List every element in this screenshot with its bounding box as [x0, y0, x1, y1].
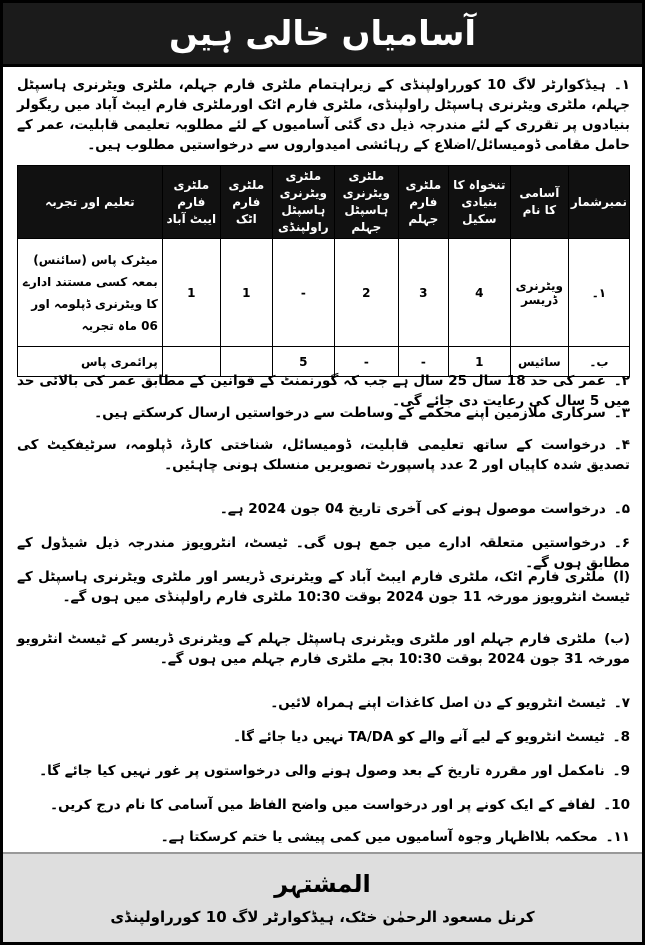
clause-text: سرکاری ملازمین اپنے محکمے کے وساطت سے درخواستیں ارسال کرسکتے ہیں۔ — [94, 405, 606, 421]
page-title: آسامیاں خالی ہیں — [168, 14, 477, 54]
header-mf-abbottabad: ملٹری فارم ایبٹ آباد — [162, 166, 220, 239]
clause-number: ۵۔ — [613, 501, 630, 517]
clause-text: عمر کی حد 18 سال 25 سال ہے جب کہ گورنمنٹ کے قوانین کے مطابق عمر کی بالائی حد میں 5 سال کی رعایت دی جائے گی۔ — [17, 373, 630, 409]
clause-9 — [17, 761, 630, 781]
clause-5 — [17, 499, 630, 519]
clause-text: نامکمل اور مقررہ تاریخ کے بعد وصول ہونے والی درخواستوں پر غور نہیں کیا جائے گا۔ — [39, 763, 605, 779]
clause-text: درخواست کے ساتھ تعلیمی قابلیت، ڈومیسائل، شناختی کارڈ، ڈپلومہ، سرٹیفکیٹ کی تصدیق شدہ کاپیاں اور 2 عدد پاسپورٹ تصویریں منسلک ہونی چاہئیں۔ — [17, 437, 630, 473]
header-post: آسامی کا نام — [510, 166, 568, 239]
clause-number: 8۔ — [612, 729, 630, 745]
cell-scale: 4 — [448, 239, 510, 347]
clause-text: ملٹری فارم اٹک، ملٹری فارم ایبٹ آباد کے ویٹرنری ڈریسر اور ملٹری ویٹرنری ہاسپٹل کے ٹیسٹ انٹرویوز مورخہ 11 جون 2024 بوقت 10:30 ملٹری فارم راولپنڈی میں ہوں گے۔ — [17, 569, 630, 605]
cell-mf-attock: 1 — [220, 239, 272, 347]
cell-mvh-jhelum: 2 — [334, 239, 398, 347]
cell-education: میٹرک پاس (سائنس) بمعہ کسی مستند ادارے کا ویٹرنری ڈپلومہ اور 06 ماہ تجربہ — [18, 239, 163, 347]
intro-paragraph — [17, 75, 630, 155]
clause-text: ٹیسٹ انٹرویو کے دن اصل کاغذات اپنے ہمراہ لائیں۔ — [270, 695, 606, 711]
clause-text: درخواستیں متعلقہ ادارے میں جمع ہوں گی۔ ٹیسٹ، انٹرویوز مندرجہ ذیل شیڈول کے مطابق ہوں گے۔ — [17, 535, 630, 571]
clause-11 — [17, 827, 630, 847]
cell-mvh-jhelum: - — [334, 347, 398, 377]
clause-10 — [17, 795, 630, 815]
title-banner — [3, 3, 642, 67]
clause-number: ۶۔ — [613, 535, 630, 551]
cell-mf-abbottabad: 1 — [162, 239, 220, 347]
clause-number: (ا) — [613, 569, 630, 585]
clause-number: ۳۔ — [613, 405, 630, 421]
clause-text: محکمہ بلااظہار وجوہ آسامیوں میں کمی پیشی یا ختم کرسکتا ہے۔ — [160, 829, 598, 845]
vacancy-table — [17, 165, 630, 377]
signature-line: کرنل مسعود الرحمٰن خٹک، ہیڈکوارٹر لاگ 10 کورراولپنڈی — [110, 908, 535, 926]
footer — [3, 852, 642, 942]
clause-text: لفافے کے ایک کونے پر اور درخواست میں واضح الفاظ میں آسامی کا نام درج کریں۔ — [50, 797, 596, 813]
cell-education: پرائمری پاس — [18, 347, 163, 377]
cell-serial: ب۔ — [568, 347, 629, 377]
header-mvh-rawalpindi: ملٹری ویٹرنری ہاسپٹل راولپنڈی — [272, 166, 334, 239]
clause-4 — [17, 435, 630, 475]
advertiser-label: المشتہر — [274, 870, 371, 898]
clause-number: ۲۔ — [613, 373, 630, 389]
header-mf-jhelum: ملٹری فارم جہلم — [398, 166, 448, 239]
clause-number: ۱۱۔ — [605, 829, 630, 845]
clause-number: ۱۔ — [613, 77, 630, 93]
cell-scale: 1 — [448, 347, 510, 377]
clause-number: (ب) — [604, 631, 630, 647]
header-education: تعلیم اور تجربہ — [18, 166, 163, 239]
cell-mf-jhelum: - — [398, 347, 448, 377]
header-mf-attock: ملٹری فارم اٹک — [220, 166, 272, 239]
clause-3 — [17, 403, 630, 423]
intro-text: ہیڈکوارٹر لاگ 10 کورراولپنڈی کے زیراہتمام ملٹری فارم جہلم، ملٹری ویٹرنری ہاسپٹل جہلم، ملٹری ویٹرنری ہاسپٹل راولپنڈی، ملٹری فارم اٹک اورملٹری فارم ایبٹ آباد میں ریگولر بنیادوں پر تقرری کے لئے مندرجہ ذیل دی گئی آسامیوں کے لئے مطلوبہ تعلیمی قابلیت، عمر کے حامل مقامی ڈومیسائل/اضلاع کے رہائشی امیدواروں سے درخواستیں مطلوب ہیں۔ — [17, 77, 630, 153]
cell-serial: ۱۔ — [568, 239, 629, 347]
clause-text: درخواست موصول ہونے کی آخری تاریخ 04 جون 2024 ہے۔ — [219, 501, 606, 517]
table-header-row — [18, 166, 630, 239]
clause-number: 10۔ — [603, 797, 630, 813]
cell-mvh-rawalpindi: - — [272, 239, 334, 347]
header-serial: نمبرشمار — [568, 166, 629, 239]
clause-text: ٹیسٹ انٹرویو کے لیے آنے والے کو TA/DA نہیں دیا جائے گا۔ — [233, 729, 605, 745]
cell-post: سائیس — [510, 347, 568, 377]
clause-7 — [17, 693, 630, 713]
clause-8 — [17, 727, 630, 747]
clause-text: ملٹری فارم جہلم اور ملٹری ویٹرنری ہاسپٹل جہلم کے ویٹرنری ڈریسر کے ٹیسٹ انٹرویو مورخہ 31 جون 2024 بوقت 10:30 بجے ملٹری فارم جہلم میں ہوں گے۔ — [17, 631, 630, 667]
clause-6a — [17, 567, 630, 607]
clause-6b — [17, 629, 630, 669]
cell-mvh-rawalpindi: 5 — [272, 347, 334, 377]
clause-number: 9۔ — [612, 763, 630, 779]
clause-number: ۴۔ — [613, 437, 630, 453]
header-mvh-jhelum: ملٹری ویٹرنری ہاسپٹل جہلم — [334, 166, 398, 239]
header-scale: تنخواہ کا بنیادی سکیل — [448, 166, 510, 239]
cell-post: ویٹرنری ڈریسر — [510, 239, 568, 347]
clause-number: ۷۔ — [613, 695, 630, 711]
cell-mf-jhelum: 3 — [398, 239, 448, 347]
table-row — [18, 239, 630, 347]
